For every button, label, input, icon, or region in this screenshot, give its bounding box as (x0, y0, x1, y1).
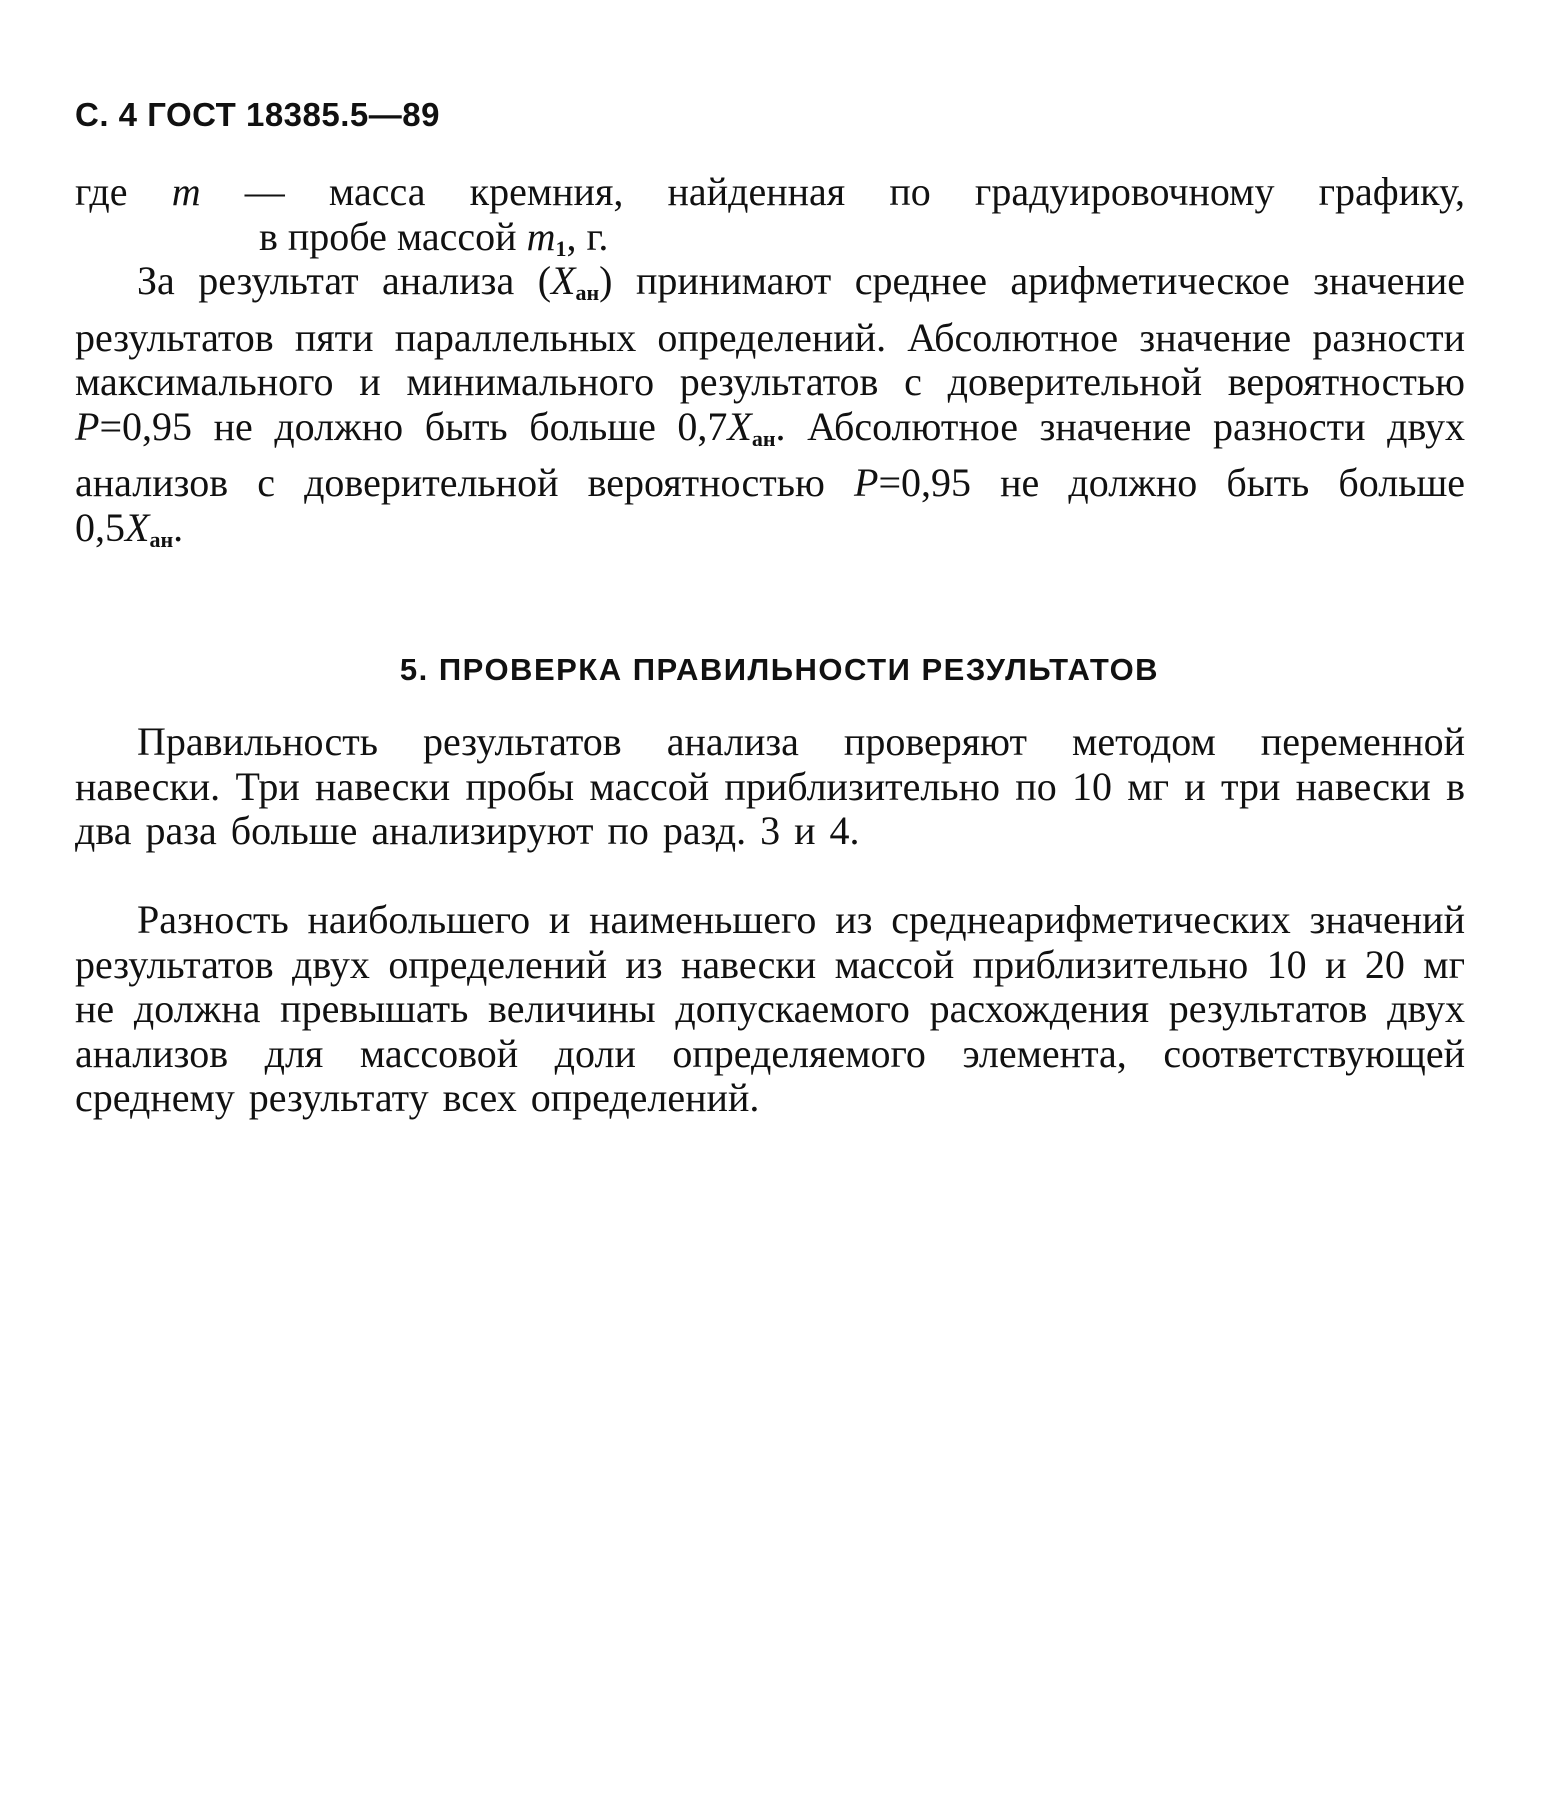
var-m: m (171, 169, 201, 214)
text-run: За результат анализа ( (137, 258, 552, 303)
var-m1-subscript: 1 (555, 235, 567, 261)
section-5-title: 5. ПРОВЕРКА ПРАВИЛЬНОСТИ РЕЗУЛЬТАТОВ (399, 652, 1160, 687)
where-cont-prefix: в пробе массой (259, 213, 527, 259)
page-header: С. 4 ГОСТ 18385.5—89 (75, 96, 440, 133)
var-x: X (727, 403, 752, 449)
text-run: =0,95 не должно быть больше 0,5 (75, 460, 1465, 550)
section-5-paragraph-1: Правильность результатов анализа проверяют методом переменной навески. Три навески пробы массой приблизительно по 10 мг и три навески в два раза больше анализируют по разд. 3 и 4. (75, 719, 1465, 853)
where-clause (75, 170, 1465, 271)
subscript-an: ан (751, 425, 776, 451)
subscript-an: ан (149, 526, 174, 552)
var-x: X (551, 258, 576, 303)
section-5-paragraph-2: Разность наибольшего и наименьшего из среднеарифметических значений результатов двух определений из навески массой приблизительно 10 и 20 мг не должна превышать величины допускаемого расхождения результатов двух анализов для массовой доли определяемого элемента, соответствующей среднему результату всех определений. (75, 897, 1465, 1120)
subscript-an: ан (575, 280, 600, 305)
where-definition: — масса кремния, найденная по градуировочному графику, (200, 169, 1465, 214)
result-paragraph (75, 259, 1465, 562)
var-m1: m (526, 213, 556, 259)
where-line-1 (75, 170, 1465, 215)
var-x: X (125, 504, 150, 550)
var-p: P (854, 460, 879, 505)
text-run: ) принимают среднее арифметическое значение результатов пяти параллельных определений. Абсолютное значение разности максимального и минимального результатов с доверительной вероятностью (75, 258, 1466, 404)
text-run: =0,95 не должно быть больше 0,7 (99, 403, 728, 449)
text-run: . Абсолютное значение разности двух анализов с доверительной вероятностью (75, 403, 1465, 505)
var-p: P (75, 403, 100, 449)
text-run: . (173, 504, 184, 550)
where-prefix: где (75, 169, 172, 214)
where-cont-rest: , г. (566, 213, 609, 259)
